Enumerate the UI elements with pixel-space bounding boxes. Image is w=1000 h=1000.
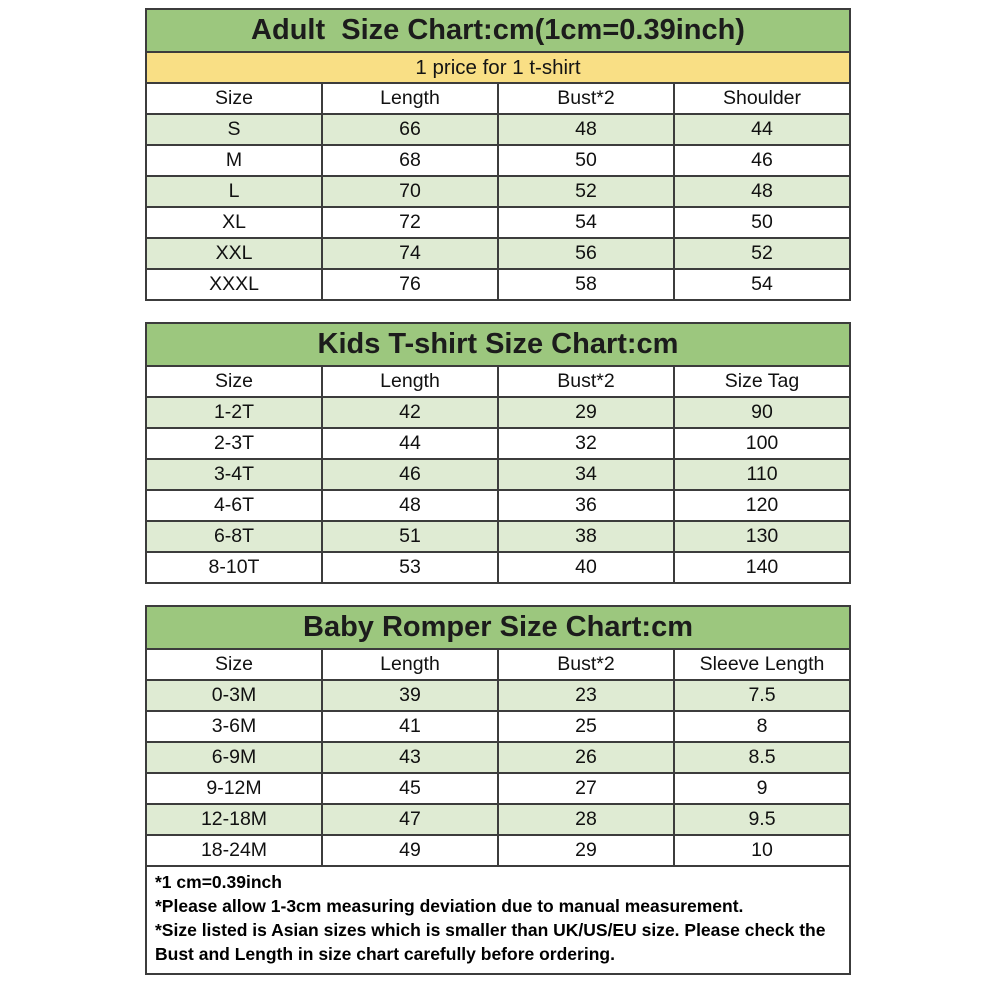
note-measuring-deviation: *Please allow 1-3cm measuring deviation due to manual measurement. (155, 896, 744, 917)
table-row (146, 490, 850, 521)
footnotes (145, 865, 851, 975)
value-cell: 43 (322, 742, 498, 773)
value-cell: 53 (322, 552, 498, 583)
value-cell: 50 (674, 207, 850, 238)
header-cell: Size (146, 366, 322, 397)
header-cell: Bust*2 (498, 366, 674, 397)
table-row (146, 397, 850, 428)
value-cell: 54 (674, 269, 850, 300)
size-cell: 2-3T (146, 428, 322, 459)
header-cell: Length (322, 366, 498, 397)
value-cell: 46 (674, 145, 850, 176)
header-cell: Size Tag (674, 366, 850, 397)
baby-chart-title: Baby Romper Size Chart:cm (146, 606, 850, 649)
value-cell: 23 (498, 680, 674, 711)
header-cell: Bust*2 (498, 83, 674, 114)
value-cell: 52 (674, 238, 850, 269)
size-cell: 4-6T (146, 490, 322, 521)
value-cell: 39 (322, 680, 498, 711)
size-cell: 1-2T (146, 397, 322, 428)
value-cell: 44 (674, 114, 850, 145)
value-cell: 40 (498, 552, 674, 583)
header-cell: Size (146, 649, 322, 680)
value-cell: 48 (498, 114, 674, 145)
value-cell: 8 (674, 711, 850, 742)
size-cell: M (146, 145, 322, 176)
size-cell: 3-6M (146, 711, 322, 742)
value-cell: 47 (322, 804, 498, 835)
value-cell: 8.5 (674, 742, 850, 773)
value-cell: 9.5 (674, 804, 850, 835)
kids-chart-title: Kids T-shirt Size Chart:cm (146, 323, 850, 366)
value-cell: 28 (498, 804, 674, 835)
value-cell: 42 (322, 397, 498, 428)
baby-chart-title-row (146, 606, 850, 649)
value-cell: 51 (322, 521, 498, 552)
value-cell: 56 (498, 238, 674, 269)
table-row (146, 711, 850, 742)
value-cell: 38 (498, 521, 674, 552)
size-cell: S (146, 114, 322, 145)
table-row (146, 835, 850, 866)
value-cell: 45 (322, 773, 498, 804)
value-cell: 29 (498, 397, 674, 428)
size-cell: XXL (146, 238, 322, 269)
table-row (146, 804, 850, 835)
value-cell: 54 (498, 207, 674, 238)
value-cell: 72 (322, 207, 498, 238)
header-cell: Length (322, 649, 498, 680)
size-cell: 6-8T (146, 521, 322, 552)
value-cell: 32 (498, 428, 674, 459)
size-cell: XXXL (146, 269, 322, 300)
size-cell: L (146, 176, 322, 207)
value-cell: 58 (498, 269, 674, 300)
table-row (146, 459, 850, 490)
value-cell: 68 (322, 145, 498, 176)
adult-chart-title: Adult Size Chart:cm(1cm=0.39inch) (146, 9, 850, 52)
value-cell: 70 (322, 176, 498, 207)
value-cell: 44 (322, 428, 498, 459)
table-row (146, 207, 850, 238)
value-cell: 100 (674, 428, 850, 459)
note-cm-conversion: *1 cm=0.39inch (155, 872, 282, 892)
size-cell: 6-9M (146, 742, 322, 773)
value-cell: 130 (674, 521, 850, 552)
adult-chart-title-row (146, 9, 850, 52)
size-chart-sheet (145, 8, 851, 975)
table-row (146, 145, 850, 176)
table-row (146, 176, 850, 207)
value-cell: 26 (498, 742, 674, 773)
value-cell: 52 (498, 176, 674, 207)
value-cell: 25 (498, 711, 674, 742)
size-cell: 3-4T (146, 459, 322, 490)
table-row (146, 773, 850, 804)
header-row (146, 366, 850, 397)
table-row (146, 238, 850, 269)
header-cell: Length (322, 83, 498, 114)
kids-size-table (145, 322, 851, 584)
value-cell: 41 (322, 711, 498, 742)
header-cell: Size (146, 83, 322, 114)
size-cell: 12-18M (146, 804, 322, 835)
value-cell: 48 (674, 176, 850, 207)
value-cell: 36 (498, 490, 674, 521)
size-cell: 0-3M (146, 680, 322, 711)
size-cell: 9-12M (146, 773, 322, 804)
note-asian-sizes: *Size listed is Asian sizes which is smaller than UK/US/EU size. Please check the Bust and Length in size chart carefully before ordering. (155, 920, 826, 965)
price-banner: 1 price for 1 t-shirt (146, 52, 850, 83)
value-cell: 9 (674, 773, 850, 804)
header-row (146, 83, 850, 114)
table-row (146, 269, 850, 300)
kids-chart-title-row (146, 323, 850, 366)
value-cell: 50 (498, 145, 674, 176)
value-cell: 120 (674, 490, 850, 521)
value-cell: 10 (674, 835, 850, 866)
header-row (146, 649, 850, 680)
value-cell: 7.5 (674, 680, 850, 711)
price-banner-row (146, 52, 850, 83)
value-cell: 140 (674, 552, 850, 583)
header-cell: Sleeve Length (674, 649, 850, 680)
value-cell: 90 (674, 397, 850, 428)
table-row (146, 552, 850, 583)
value-cell: 74 (322, 238, 498, 269)
value-cell: 110 (674, 459, 850, 490)
table-row (146, 521, 850, 552)
table-row (146, 428, 850, 459)
header-cell: Shoulder (674, 83, 850, 114)
value-cell: 49 (322, 835, 498, 866)
table-row (146, 742, 850, 773)
table-row (146, 680, 850, 711)
size-cell: XL (146, 207, 322, 238)
value-cell: 66 (322, 114, 498, 145)
value-cell: 29 (498, 835, 674, 866)
value-cell: 34 (498, 459, 674, 490)
baby-size-table (145, 605, 851, 867)
value-cell: 27 (498, 773, 674, 804)
value-cell: 48 (322, 490, 498, 521)
size-cell: 18-24M (146, 835, 322, 866)
table-row (146, 114, 850, 145)
adult-size-table (145, 8, 851, 301)
value-cell: 46 (322, 459, 498, 490)
size-cell: 8-10T (146, 552, 322, 583)
value-cell: 76 (322, 269, 498, 300)
header-cell: Bust*2 (498, 649, 674, 680)
